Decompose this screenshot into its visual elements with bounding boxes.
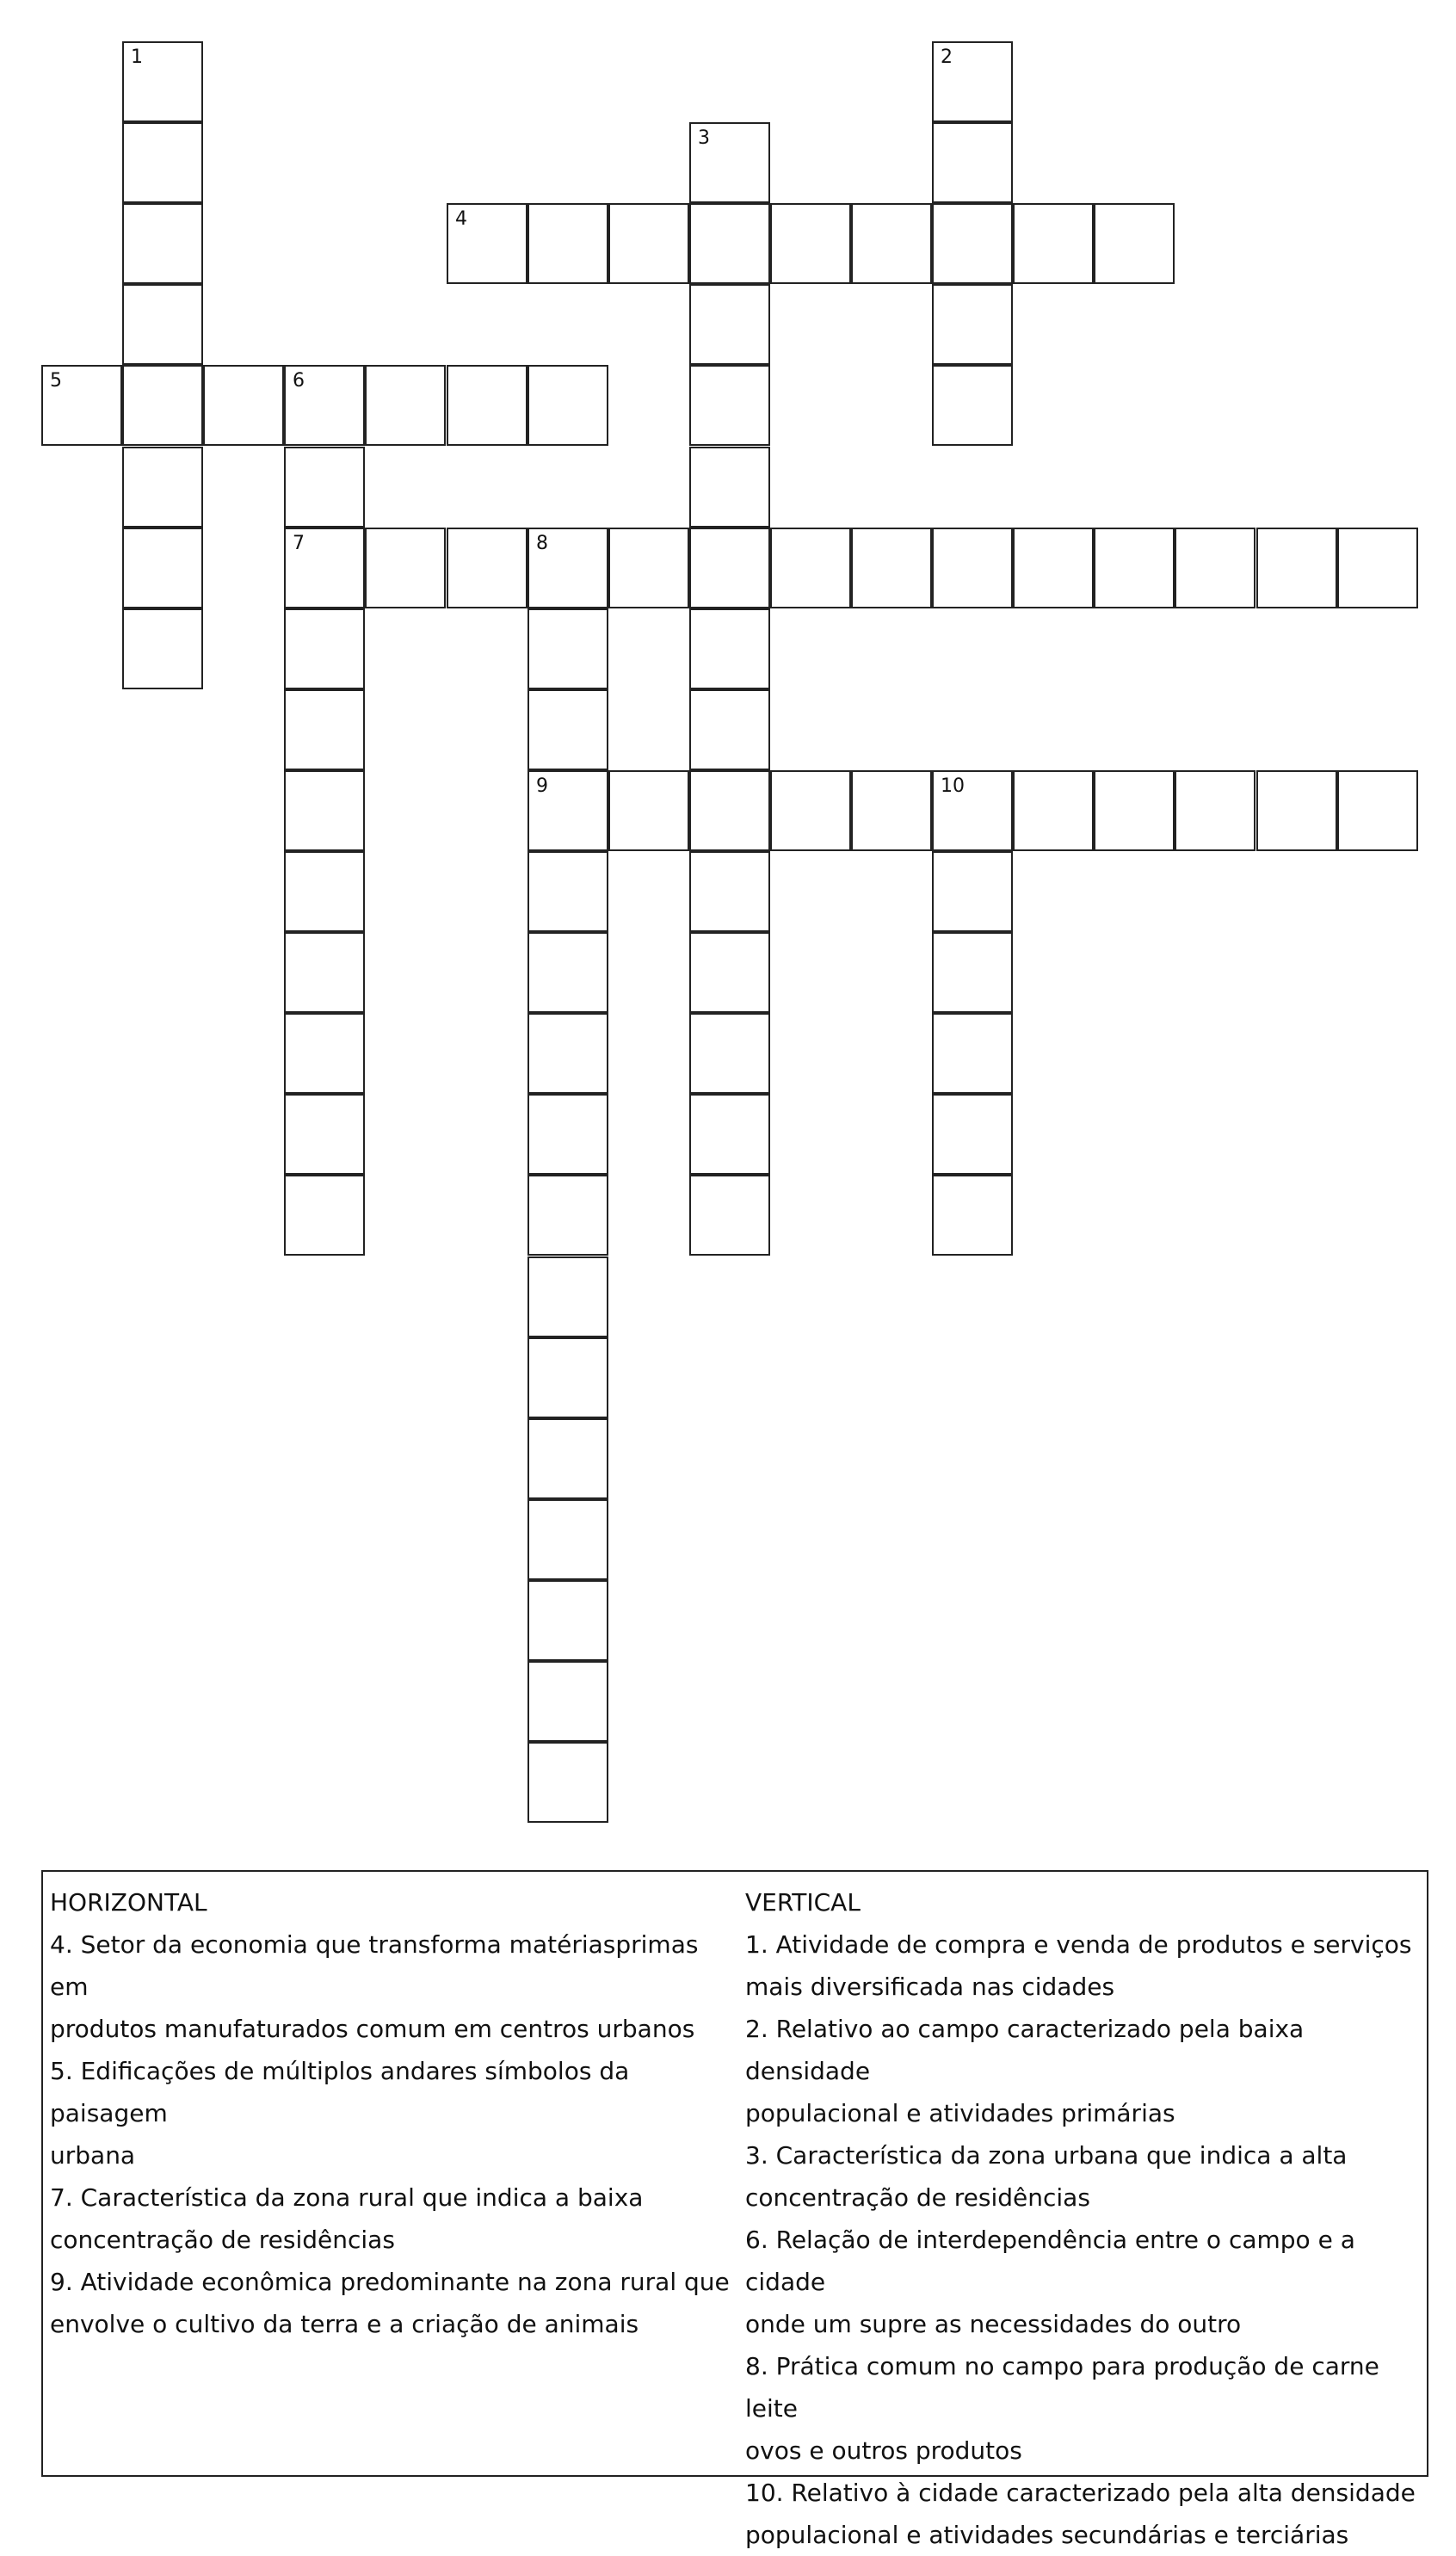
clue-number: 2: [941, 46, 953, 68]
grid-cell[interactable]: [527, 770, 608, 851]
grid-cell[interactable]: [1337, 528, 1418, 608]
grid-cell[interactable]: [527, 1580, 608, 1661]
grid-cell[interactable]: [122, 203, 203, 284]
grid-cell[interactable]: [770, 203, 851, 284]
clue-number: 6: [293, 370, 305, 392]
grid-cell[interactable]: [932, 41, 1013, 122]
grid-cell[interactable]: [689, 284, 770, 365]
clue-number: 4: [455, 208, 467, 230]
grid-cell[interactable]: [1256, 770, 1337, 851]
grid-cell[interactable]: [527, 1094, 608, 1175]
grid-cell[interactable]: [527, 851, 608, 932]
grid-cell[interactable]: [689, 1013, 770, 1094]
grid-cell[interactable]: [689, 932, 770, 1013]
grid-cell[interactable]: [284, 1175, 365, 1256]
grid-cell[interactable]: [1175, 528, 1255, 608]
grid-cell[interactable]: [608, 770, 689, 851]
grid-cell[interactable]: [284, 1094, 365, 1175]
grid-cell[interactable]: [365, 365, 446, 446]
grid-cell[interactable]: [122, 284, 203, 365]
vertical-title: VERTICAL: [745, 1888, 861, 1917]
grid-cell[interactable]: [203, 365, 284, 446]
grid-cell[interactable]: [770, 770, 851, 851]
grid-cell[interactable]: [932, 528, 1013, 608]
grid-cell[interactable]: [932, 932, 1013, 1013]
grid-cell[interactable]: [527, 365, 608, 446]
grid-cell[interactable]: [932, 365, 1013, 446]
clue-line: produtos manufaturados comum em centros urbanos: [50, 2015, 695, 2043]
grid-cell[interactable]: [689, 447, 770, 528]
horizontal-title: HORIZONTAL: [50, 1888, 207, 1917]
grid-cell[interactable]: [689, 203, 770, 284]
grid-cell[interactable]: [527, 608, 608, 689]
grid-cell[interactable]: [1013, 528, 1094, 608]
grid-cell[interactable]: [689, 851, 770, 932]
clue-line: 2. Relativo ao campo caracterizado pela baixa densidade: [745, 2015, 1305, 2085]
grid-cell[interactable]: [527, 1175, 608, 1256]
grid-cell[interactable]: [284, 770, 365, 851]
horizontal-clues: [50, 1882, 730, 2345]
clues-box: [41, 1870, 1428, 2549]
grid-cell[interactable]: [284, 447, 365, 528]
grid-cell[interactable]: [932, 1094, 1013, 1175]
clue-line: 4. Setor da economia que transforma matériasprimas em: [50, 1930, 699, 2001]
clue-line: populacional e atividades secundárias e terciárias: [745, 2521, 1349, 2549]
clue-line: urbana: [50, 2141, 136, 2170]
grid-cell[interactable]: [122, 447, 203, 528]
grid-cell[interactable]: [527, 203, 608, 284]
grid-cell[interactable]: [1094, 203, 1175, 284]
grid-cell[interactable]: [527, 1742, 608, 1823]
grid-cell[interactable]: [284, 608, 365, 689]
clue-line: 9. Atividade econômica predominante na zona rural que: [50, 2268, 730, 2296]
grid-cell[interactable]: [527, 1499, 608, 1580]
grid-cell[interactable]: [932, 1175, 1013, 1256]
grid-cell[interactable]: [365, 528, 446, 608]
clue-line: concentração de residências: [50, 2226, 395, 2254]
grid-cell[interactable]: [122, 365, 203, 446]
grid-cell[interactable]: [1094, 770, 1175, 851]
clue-number: 9: [536, 775, 548, 797]
clue-line: 7. Característica da zona rural que indica a baixa: [50, 2183, 644, 2212]
clue-number: 10: [941, 775, 965, 797]
clue-line: 1. Atividade de compra e venda de produtos e serviços: [745, 1930, 1412, 1959]
clue-number: 8: [536, 533, 548, 554]
clue-line: 6. Relação de interdependência entre o campo e a cidade: [745, 2226, 1355, 2296]
grid-cell[interactable]: [1013, 770, 1094, 851]
grid-cell[interactable]: [1013, 203, 1094, 284]
grid-cell[interactable]: [527, 932, 608, 1013]
clue-number: 3: [698, 127, 710, 149]
grid-cell[interactable]: [932, 203, 1013, 284]
grid-cell[interactable]: [122, 41, 203, 122]
clue-line: mais diversificada nas cidades: [745, 1973, 1115, 2001]
grid-cell[interactable]: [122, 528, 203, 608]
grid-cell[interactable]: [689, 608, 770, 689]
clue-line: 5. Edificações de múltiplos andares símbolos da paisagem: [50, 2057, 630, 2127]
grid-cell[interactable]: [608, 528, 689, 608]
grid-cell[interactable]: [851, 528, 932, 608]
grid-cell[interactable]: [851, 770, 932, 851]
grid-cell[interactable]: [284, 851, 365, 932]
grid-cell[interactable]: [932, 770, 1013, 851]
grid-cell[interactable]: [1256, 528, 1337, 608]
grid-cell[interactable]: [1094, 528, 1175, 608]
grid-cell[interactable]: [284, 1013, 365, 1094]
grid-cell[interactable]: [608, 203, 689, 284]
grid-cell[interactable]: [527, 1337, 608, 1418]
grid-cell[interactable]: [284, 932, 365, 1013]
grid-cell[interactable]: [284, 528, 365, 608]
grid-cell[interactable]: [527, 1256, 608, 1337]
clue-line: concentração de residências: [745, 2183, 1090, 2212]
clue-line: 8. Prática comum no campo para produção de carne leite: [745, 2352, 1379, 2423]
clue-number: 5: [50, 370, 62, 392]
clue-line: envolve o cultivo da terra e a criação de animais: [50, 2310, 639, 2338]
grid-cell[interactable]: [284, 365, 365, 446]
grid-cell[interactable]: [932, 851, 1013, 932]
grid-cell[interactable]: [527, 689, 608, 770]
grid-cell[interactable]: [851, 203, 932, 284]
grid-cell[interactable]: [689, 528, 770, 608]
grid-cell[interactable]: [689, 689, 770, 770]
clue-line: onde um supre as necessidades do outro: [745, 2310, 1242, 2338]
grid-cell[interactable]: [932, 122, 1013, 203]
clue-number: 7: [293, 533, 305, 554]
grid-cell[interactable]: [689, 1094, 770, 1175]
grid-cell[interactable]: [770, 528, 851, 608]
clue-number: 1: [131, 46, 143, 68]
grid-cell[interactable]: [447, 203, 527, 284]
clue-line: 10. Relativo à cidade caracterizado pela alta densidade: [745, 2479, 1416, 2507]
grid-cell[interactable]: [447, 365, 527, 446]
grid-cell[interactable]: [1337, 770, 1418, 851]
clue-line: 3. Característica da zona urbana que indica a alta: [745, 2141, 1348, 2170]
grid-cell[interactable]: [527, 1418, 608, 1499]
grid-cell[interactable]: [689, 770, 770, 851]
grid-cell[interactable]: [689, 1175, 770, 1256]
grid-cell[interactable]: [122, 608, 203, 689]
grid-cell[interactable]: [527, 528, 608, 608]
grid-cell[interactable]: [122, 122, 203, 203]
grid-cell[interactable]: [932, 284, 1013, 365]
grid-cell[interactable]: [527, 1013, 608, 1094]
grid-cell[interactable]: [1175, 770, 1255, 851]
grid-cell[interactable]: [689, 122, 770, 203]
clue-line: populacional e atividades primárias: [745, 2099, 1175, 2127]
grid-cell[interactable]: [41, 365, 122, 446]
grid-cell[interactable]: [527, 1661, 608, 1742]
grid-cell[interactable]: [932, 1013, 1013, 1094]
grid-cell[interactable]: [284, 689, 365, 770]
vertical-clues: [745, 1882, 1416, 2556]
grid-cell[interactable]: [447, 528, 527, 608]
clue-line: ovos e outros produtos: [745, 2436, 1022, 2465]
grid-cell[interactable]: [689, 365, 770, 446]
